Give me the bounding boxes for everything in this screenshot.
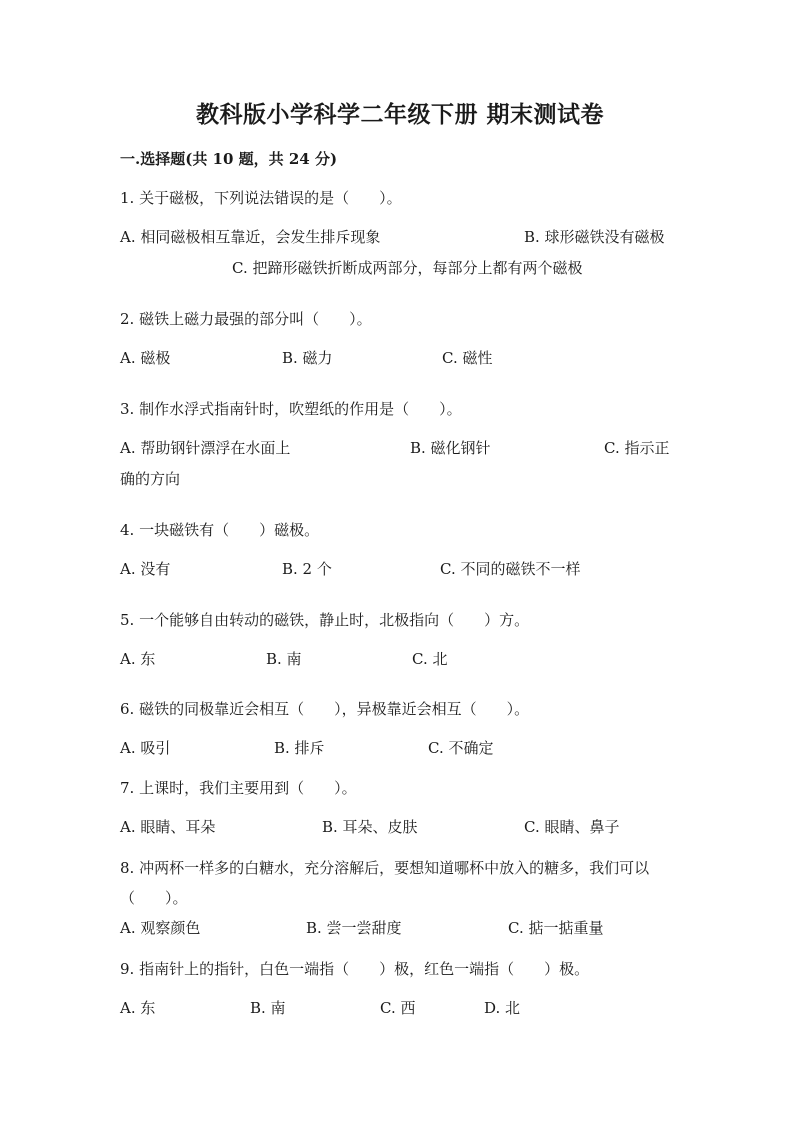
q8-option-a: A. 观察颜色	[120, 919, 201, 937]
q5-option-a: A. 东	[120, 650, 156, 668]
q3-option-c-continued: 确的方向	[120, 470, 181, 488]
q9-option-d: D. 北	[484, 999, 521, 1017]
question-6: 6. 磁铁的同极靠近会相互（ ），异极靠近会相互（ ）。	[120, 700, 530, 718]
q2-option-b: B. 磁力	[282, 349, 333, 367]
q9-option-c: C. 西	[380, 999, 416, 1017]
q6-option-c: C. 不确定	[428, 739, 494, 757]
q1-option-a: A. 相同磁极相互靠近，会发生排斥现象	[120, 228, 381, 246]
q4-option-a: A. 没有	[120, 560, 171, 578]
q2-option-c: C. 磁性	[442, 349, 493, 367]
question-5: 5. 一个能够自由转动的磁铁，静止时，北极指向（ ）方。	[120, 611, 530, 629]
q4-option-b: B. 2 个	[282, 560, 332, 578]
q6-option-b: B. 排斥	[274, 739, 325, 757]
question-4: 4. 一块磁铁有（ ）磁极。	[120, 521, 320, 539]
question-8: 8. 冲两杯一样多的白糖水，充分溶解后，要想知道哪杯中放入的糖多，我们可以（ ）。	[120, 859, 650, 907]
q4-option-c: C. 不同的磁铁不一样	[440, 560, 581, 578]
q9-option-b: B. 南	[250, 999, 286, 1017]
exam-title: 教科版小学科学二年级下册 期末测试卷	[195, 101, 604, 128]
q8-option-b: B. 尝一尝甜度	[306, 919, 402, 937]
question-2: 2. 磁铁上磁力最强的部分叫（ ）。	[120, 310, 372, 328]
q5-option-b: B. 南	[266, 650, 302, 668]
section-heading: 一.选择题(共 10 题，共 24 分)	[120, 150, 338, 168]
q3-option-c: C. 指示正	[604, 439, 670, 457]
q7-option-b: B. 耳朵、皮肤	[322, 818, 418, 836]
question-7: 7. 上课时，我们主要用到（ ）。	[120, 779, 357, 797]
q3-option-b: B. 磁化钢针	[410, 439, 491, 457]
q6-option-a: A. 吸引	[120, 739, 171, 757]
q9-option-a: A. 东	[120, 999, 156, 1017]
q3-option-a: A. 帮助钢针漂浮在水面上	[120, 439, 291, 457]
q7-option-a: A. 眼睛、耳朵	[120, 818, 216, 836]
q5-option-c: C. 北	[412, 650, 448, 668]
question-1: 1. 关于磁极，下列说法错误的是（ ）。	[120, 189, 402, 207]
q1-option-b: B. 球形磁铁没有磁极	[524, 228, 665, 246]
question-9: 9. 指南针上的指针，白色一端指（ ）极，红色一端指（ ）极。	[120, 960, 590, 978]
q8-option-c: C. 掂一掂重量	[508, 919, 604, 937]
q2-option-a: A. 磁极	[120, 349, 171, 367]
q7-option-c: C. 眼睛、鼻子	[524, 818, 620, 836]
question-3: 3. 制作水浮式指南针时，吹塑纸的作用是（ ）。	[120, 400, 462, 418]
q1-option-c: C. 把蹄形磁铁折断成两部分，每部分上都有两个磁极	[232, 259, 583, 277]
